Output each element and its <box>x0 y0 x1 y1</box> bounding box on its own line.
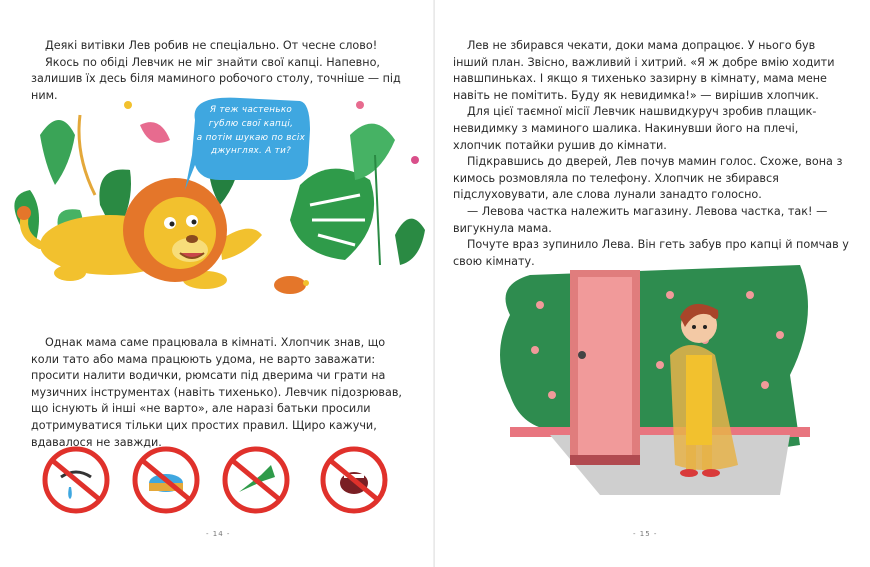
pupil <box>192 220 197 225</box>
no-trumpet-icon <box>219 447 293 513</box>
tail-tuft <box>17 206 31 220</box>
bubble-line: джунглях. А ти? <box>210 146 292 157</box>
flower <box>140 122 170 143</box>
flower <box>411 156 419 164</box>
monstera-leaf <box>290 169 374 260</box>
butterfly <box>356 101 364 109</box>
paragraph: Лев не збирався чекати, доки мама допрацює. У нього був інший план. Звісно, важливий і хитрий. «Я ж добре вмію ходити навшпиньках. І якщо я тихенько зазирну в кімнату, мама мене навіть не помітить. Буду як невидимка!» — вирішив хлопчик. <box>453 39 835 102</box>
bubble-line: Я теж частенько <box>209 105 293 115</box>
bubble-line: а потім шукаю по всіх <box>196 132 306 143</box>
door-handle <box>578 351 586 359</box>
paragraph: Підкравшись до дверей, Лев почув мамин голос. Схоже, вона з кимось розмовляла по телефону. Хлопчик не збирався підслуховувати, але слова лунали занадто голосно. <box>453 155 843 202</box>
paragraph: Для цієї таємної місії Левчик нашвидкуруч зробив плащик-невидимку з маминого шалика. Накинувши його на плечі, хлопчик потайки рушив до кімнати. <box>453 105 817 152</box>
paragraph: Почуте враз зупинило Лева. Він геть забув про капці й помчав у свою кімнату. <box>453 238 849 268</box>
boy-eye <box>703 325 707 329</box>
door <box>578 277 632 457</box>
vine <box>79 115 95 195</box>
leaf <box>350 124 395 180</box>
page-number: - 15 - <box>633 530 658 538</box>
right-page <box>435 0 870 567</box>
green-wall <box>500 265 808 448</box>
lion-paw <box>54 265 86 281</box>
no-shouting-icon <box>317 447 391 513</box>
leaf <box>40 120 75 185</box>
no-drum-icon <box>129 447 203 513</box>
pupil <box>170 222 175 227</box>
paragraph: Деякі витівки Лев робив не спеціально. От чесне слово! <box>45 39 378 52</box>
boy-shoe <box>680 469 698 477</box>
paragraph: — Левова частка належить магазину. Левова частка, так! — вигукнула мама. <box>453 204 828 235</box>
boy-leg <box>702 445 712 470</box>
boy-shoe <box>702 469 720 477</box>
speech-bubble-text <box>192 104 310 159</box>
lion-nose <box>186 235 198 243</box>
bubble-line: гублю свої капці, <box>208 118 294 129</box>
hedgehog-nose <box>303 280 309 286</box>
bottom-text: Однак мама саме працювала в кімнаті. Хлопчик знав, що коли тато або мама працюють удома, не варто заважати: просити налити водички, рюмсати під дверима чи грати на музичних інструментах (навіть тихенько). Левчик підозрював, що існують й інші «не варто», але наразі батьки просили дотримуватися тільки цих простих правил. Щиро кажучи, вдавалося не завжди. <box>31 336 402 449</box>
leaf <box>395 219 425 265</box>
no-crying-icon <box>39 447 113 513</box>
right-text <box>453 38 849 270</box>
boy-body <box>686 355 712 445</box>
page-number: - 14 - <box>206 530 231 538</box>
paragraph: Якось по обіді Левчик не міг знайти свої капці. Напевно, залишив їх десь біля маминого робочого столу, точніше — під ним. <box>31 55 401 102</box>
hedgehog <box>274 276 306 294</box>
boy-leg <box>686 445 696 470</box>
boy-eye <box>692 325 696 329</box>
butterfly <box>124 101 132 109</box>
stem <box>375 155 380 265</box>
boy-at-door-illustration <box>490 255 810 495</box>
door-threshold <box>570 455 640 465</box>
